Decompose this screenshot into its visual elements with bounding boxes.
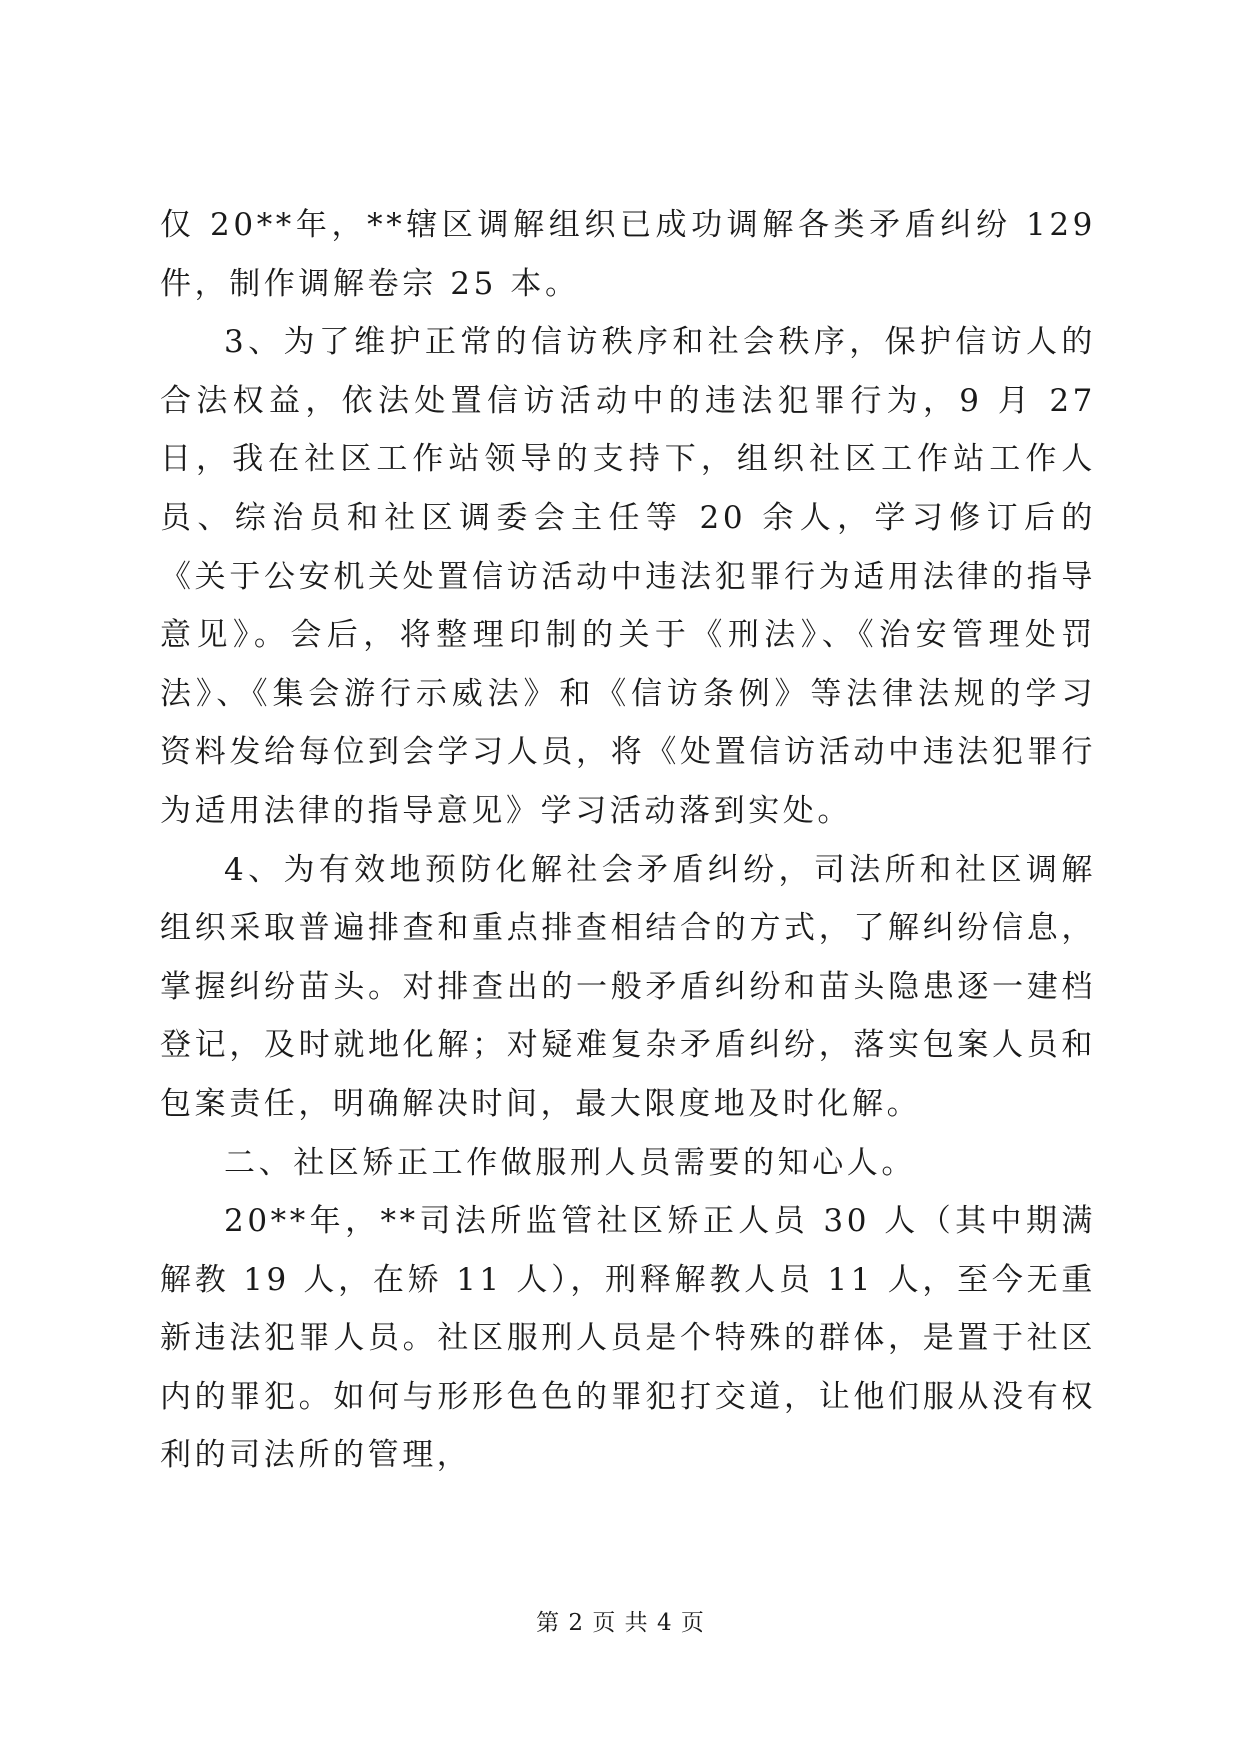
section-heading-community-correction: 二、社区矫正工作做服刑人员需要的知心人。 [224, 1144, 916, 1181]
document-body [160, 196, 1096, 1485]
paragraph-mediation-stats: 仅 20**年，**辖区调解组织已成功调解各类矛盾纠纷 129 件，制作调解卷宗 25 本。 [160, 207, 1096, 302]
paragraph-item-4-dispute-prevention: 4、为有效地预防化解社会矛盾纠纷，司法所和社区调解组织采取普遍排查和重点排查相结合的方式，了解纠纷信息，掌握纠纷苗头。对排查出的一般矛盾纠纷和苗头隐患逐一建档登记，及时就地化解；对疑难复杂矛盾纠纷，落实包案人员和包案责任，明确解决时间，最大限度地及时化解。 [160, 851, 1096, 1122]
paragraph-correction-stats: 20**年，**司法所监管社区矫正人员 30 人（其中期满解教 19 人，在矫 11 人），刑释解教人员 11 人，至今无重新违法犯罪人员。社区服刑人员是个特殊的群体，是置于社区内的罪犯。如何与形形色色的罪犯打交道，让他们服从没有权利的司法所的管理， [160, 1203, 1096, 1474]
paragraph-item-3-petition-order: 3、为了维护正常的信访秩序和社会秩序，保护信访人的合法权益，依法处置信访活动中的违法犯罪行为，9 月 27 日，我在社区工作站领导的支持下，组织社区工作站工作人员、综治员和社区调委会主任等 20 余人，学习修订后的《关于公安机关处置信访活动中违法犯罪行为适用法律的指导意见》。会后，将整理印制的关于《刑法》、《治安管理处罚法》、《集会游行示威法》和《信访条例》等法律法规的学习资料发给每位到会学习人员，将《处置信访活动中违法犯罪行为适用法律的指导意见》学习活动落到实处。 [160, 324, 1096, 829]
page-number-footer: 第 2 页 共 4 页 [536, 1610, 705, 1636]
